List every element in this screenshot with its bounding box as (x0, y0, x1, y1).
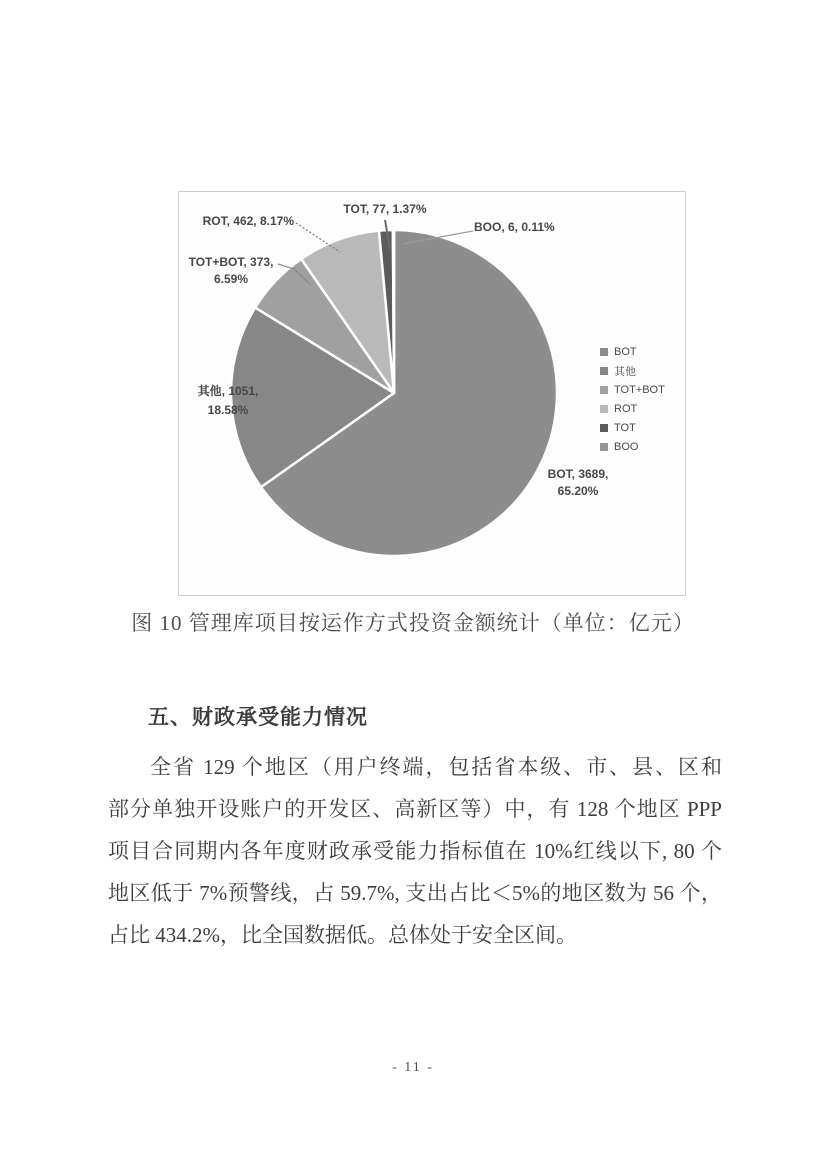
legend-label: 其他 (614, 365, 636, 378)
pie-label-bot-line1: BOT, 3689, (547, 467, 609, 481)
legend-label: BOT (614, 345, 637, 358)
legend-item-TOT (600, 418, 665, 437)
pie-label-qita-line1: 其他, 1051, (197, 384, 259, 398)
paragraph-line-4: 地区低于 7%预警线，占 59.7%, 支出占比＜5%的地区数为 56 个， (108, 881, 722, 905)
pie-label-qita (198, 382, 259, 420)
figure-10-chart (178, 191, 686, 596)
legend-label: TOT+BOT (614, 383, 665, 396)
legend-item-其他 (600, 361, 665, 380)
section-heading: 五、财政承受能力情况 (148, 706, 368, 729)
pie-label-qita-line2: 18.58% (207, 403, 249, 417)
paragraph-line-1: 全省 129 个地区（用户终端，包括省本级、市、县、区和 (150, 755, 722, 779)
figure-caption: 图 10 管理库项目按运作方式投资金额统计（单位：亿元） (131, 611, 695, 635)
pie-slices (231, 230, 557, 556)
legend-item-BOO (600, 437, 665, 456)
pie-label-tot-bot (189, 254, 274, 288)
legend-swatch (600, 367, 608, 375)
pie-label-bot-line2: 65.20% (557, 484, 599, 498)
pie-label-tot-bot-line2: 6.59% (213, 272, 249, 286)
legend-swatch (600, 443, 608, 451)
body-paragraph (108, 746, 722, 956)
pie-label-bot (548, 466, 609, 500)
legend-swatch (600, 348, 608, 356)
legend-item-BOT (600, 342, 665, 361)
legend-swatch (600, 405, 608, 413)
pie-label-tot-bot-line1: TOT+BOT, 373, (188, 255, 274, 269)
chart-legend (600, 342, 665, 456)
paragraph-line-5: 占比 434.2%，比全国数据低。总体处于安全区间。 (108, 923, 577, 947)
pie-slice-BOO (393, 230, 394, 393)
paragraph-line-3: 项目合同期内各年度财政承受能力指标值在 10%红线以下, 80 个 (108, 839, 722, 863)
legend-label: TOT (614, 421, 636, 434)
legend-swatch (600, 424, 608, 432)
pie-label-boo: BOO, 6, 0.11% (474, 220, 555, 234)
pie-label-rot: ROT, 462, 8.17% (202, 214, 294, 228)
paragraph-line-2: 部分单独开设账户的开发区、高新区等）中，有 128 个地区 PPP (108, 797, 722, 821)
legend-swatch (600, 386, 608, 394)
legend-label: ROT (614, 402, 638, 415)
legend-label: BOO (614, 440, 639, 453)
legend-item-TOT+BOT (600, 380, 665, 399)
pie-label-tot: TOT, 77, 1.37% (343, 202, 427, 216)
legend-item-ROT (600, 399, 665, 418)
page-number: - 11 - (392, 1060, 434, 1075)
